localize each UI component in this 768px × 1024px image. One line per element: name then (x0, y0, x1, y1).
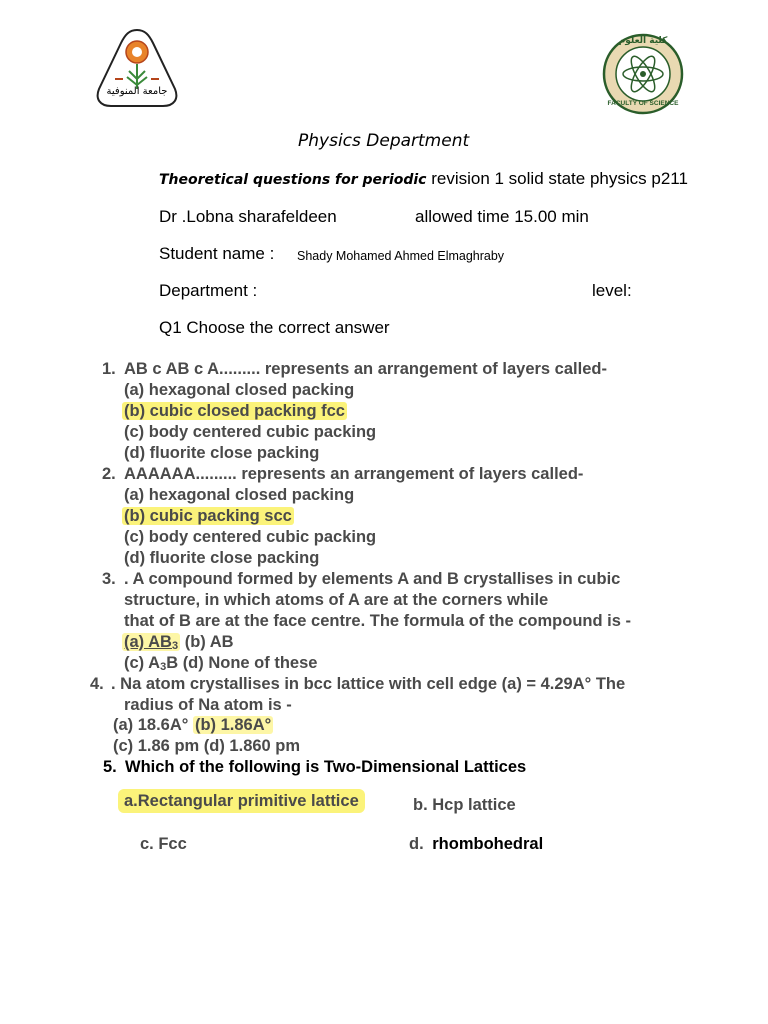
exam-subtitle-rest: revision 1 solid state physics p211 (426, 169, 688, 188)
question-2-number: 2. (102, 465, 116, 483)
question-3-options-cd (124, 654, 317, 673)
question-3-option-c-pre: (c) A (124, 654, 161, 672)
q1-instruction: Q1 Choose the correct answer (159, 318, 390, 337)
question-1-option-c: (c) body centered cubic packing (124, 423, 377, 441)
question-3-option-c-post: B (d) None of these (166, 654, 318, 672)
question-3-number: 3. (102, 570, 116, 588)
question-3-answer-highlight (122, 633, 180, 651)
department-label: Department : (159, 281, 258, 300)
question-5-option-d-label: d. (409, 835, 424, 853)
allowed-time: allowed time 15.00 min (415, 207, 589, 226)
question-3-line-3: that of B are at the face centre. The formula of the compound is - (124, 612, 631, 630)
question-1-option-b (122, 402, 347, 421)
question-3-option-b: (b) AB (180, 633, 234, 651)
question-3-line-2: structure, in which atoms of A are at the corners while (124, 591, 549, 609)
university-logo (95, 27, 179, 109)
question-5-stem: Which of the following is Two-Dimensional Lattices (125, 758, 527, 776)
university-logo-caption: جامعة المنوفية (106, 86, 168, 97)
question-1-option-a: (a) hexagonal closed packing (124, 381, 355, 399)
question-3-line-1: . A compound formed by elements A and B crystallises in cubic (124, 570, 621, 588)
question-4-option-a: (a) 18.6A° (113, 716, 193, 734)
question-5-answer-highlight: a.Rectangular primitive lattice (118, 789, 365, 813)
question-3-option-a-subscript: 3 (171, 640, 179, 652)
question-3-option-a: (a) AB (124, 633, 172, 651)
question-2-stem: AAAAAA......... represents an arrangement of layers called- (124, 465, 584, 483)
question-1-number: 1. (102, 360, 116, 378)
question-4-number: 4. (90, 675, 104, 693)
question-1-option-d: (d) fluorite close packing (124, 444, 320, 462)
question-4-line-1: . Na atom crystallises in bcc lattice with cell edge (a) = 4.29A° The (111, 675, 626, 693)
faculty-logo-arabic: كلية العلوم (618, 36, 668, 46)
question-4-options-cd: (c) 1.86 pm (d) 1.860 pm (113, 737, 301, 755)
faculty-logo-english: FACULTY OF SCIENCE (607, 100, 679, 107)
question-1-answer-highlight: (b) cubic closed packing fcc (124, 402, 345, 420)
question-5-option-b: b. Hcp lattice (413, 796, 516, 814)
student-name-label: Student name : (159, 244, 275, 263)
faculty-logo (602, 33, 684, 115)
doctor-name: Dr .Lobna sharafeldeen (159, 207, 337, 226)
question-3-option-c-subscript: 3 (160, 661, 167, 673)
question-1-stem: AB c AB c A......... represents an arrangement of layers called- (124, 360, 607, 378)
question-4-options-ab (113, 716, 273, 735)
student-name-value: Shady Mohamed Ahmed Elmaghraby (297, 249, 505, 263)
question-2-answer-highlight: (b) cubic packing scc (124, 507, 292, 525)
exam-subtitle-bold: Theoretical questions for periodic (159, 172, 427, 188)
question-4-answer-highlight: (b) 1.86A° (194, 716, 272, 734)
question-2-option-a: (a) hexagonal closed packing (124, 486, 355, 504)
question-3-options-ab (122, 633, 234, 652)
level-label: level: (592, 281, 632, 300)
exam-subtitle (159, 169, 688, 189)
question-5-option-d-text: rhombohedral (432, 835, 544, 853)
question-4-line-2: radius of Na atom is - (124, 696, 292, 714)
question-2-option-c: (c) body centered cubic packing (124, 528, 377, 546)
question-5-option-c: c. Fcc (140, 835, 187, 853)
question-5-number: 5. (103, 758, 117, 776)
page-title: Physics Department (298, 131, 470, 151)
question-2-option-d: (d) fluorite close packing (124, 549, 320, 567)
question-5-option-d (409, 835, 543, 854)
question-5-option-a (118, 792, 365, 811)
question-2-option-b (122, 507, 294, 526)
